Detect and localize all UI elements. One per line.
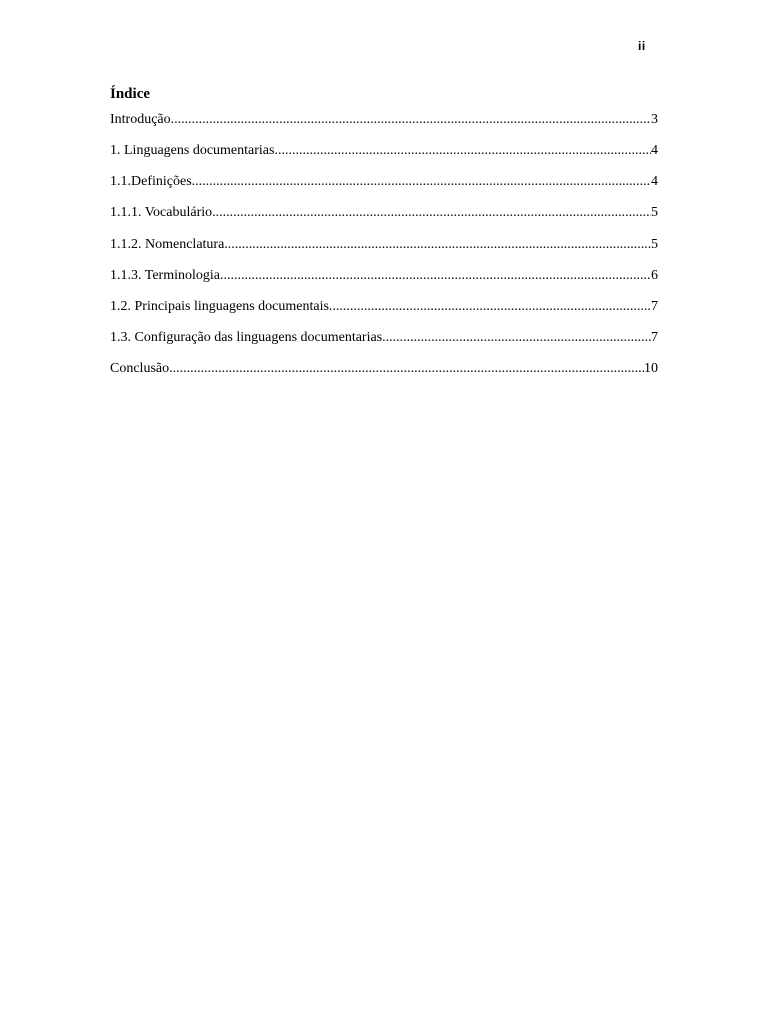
toc-entry-label: 1.2. Principais linguagens documentais: [110, 298, 329, 314]
toc-entry-page: 5: [651, 236, 658, 252]
toc-entry-terminologia[interactable]: [110, 267, 658, 298]
toc-entry-label: 1. Linguagens documentarias: [110, 143, 275, 158]
toc-entry-linguagens-documentarias[interactable]: [110, 142, 658, 173]
toc-entry-configuracao[interactable]: [110, 329, 658, 360]
table-of-contents: [110, 85, 658, 392]
toc-entry-label: 1.1.2. Nomenclatura: [110, 236, 225, 252]
toc-dot-leader: [192, 173, 651, 191]
toc-entry-label: 1.1.1. Vocabulário: [110, 205, 213, 221]
toc-dot-leader: [274, 142, 651, 160]
toc-entry-page: 7: [651, 330, 658, 346]
toc-entry-nomenclatura[interactable]: [110, 236, 658, 267]
toc-entry-label: 1.1.Definições: [110, 174, 192, 190]
toc-list: [110, 111, 658, 392]
toc-title: Índice: [110, 86, 151, 102]
toc-entry-principais-linguagens[interactable]: [110, 298, 658, 329]
toc-entry-conclusao[interactable]: [110, 360, 658, 391]
toc-entry-page: 4: [651, 143, 658, 158]
toc-dot-leader: [171, 111, 651, 129]
toc-dot-leader: [329, 298, 651, 316]
toc-entry-definicoes[interactable]: [110, 173, 658, 204]
toc-dot-leader: [382, 329, 651, 347]
page-number: ii: [638, 39, 646, 53]
toc-dot-leader: [212, 204, 651, 222]
toc-entry-page: 10: [644, 361, 658, 377]
toc-entry-label: 1.3. Configuração das linguagens documentarias: [110, 330, 383, 346]
toc-entry-page: 7: [651, 298, 658, 314]
toc-entry-page: 5: [651, 205, 658, 221]
toc-dot-leader: [224, 236, 651, 254]
toc-entry-page: 6: [651, 267, 658, 283]
toc-entry-label: Introdução: [110, 112, 171, 127]
toc-dot-leader: [169, 360, 644, 378]
toc-entry-vocabulario[interactable]: [110, 204, 658, 235]
toc-dot-leader: [220, 267, 651, 285]
toc-entry-introducao[interactable]: [110, 111, 658, 142]
toc-entry-label: 1.1.3. Terminologia: [110, 267, 220, 283]
toc-entry-page: 3: [651, 112, 658, 127]
toc-entry-label: Conclusão: [110, 361, 170, 377]
toc-entry-page: 4: [651, 174, 658, 190]
